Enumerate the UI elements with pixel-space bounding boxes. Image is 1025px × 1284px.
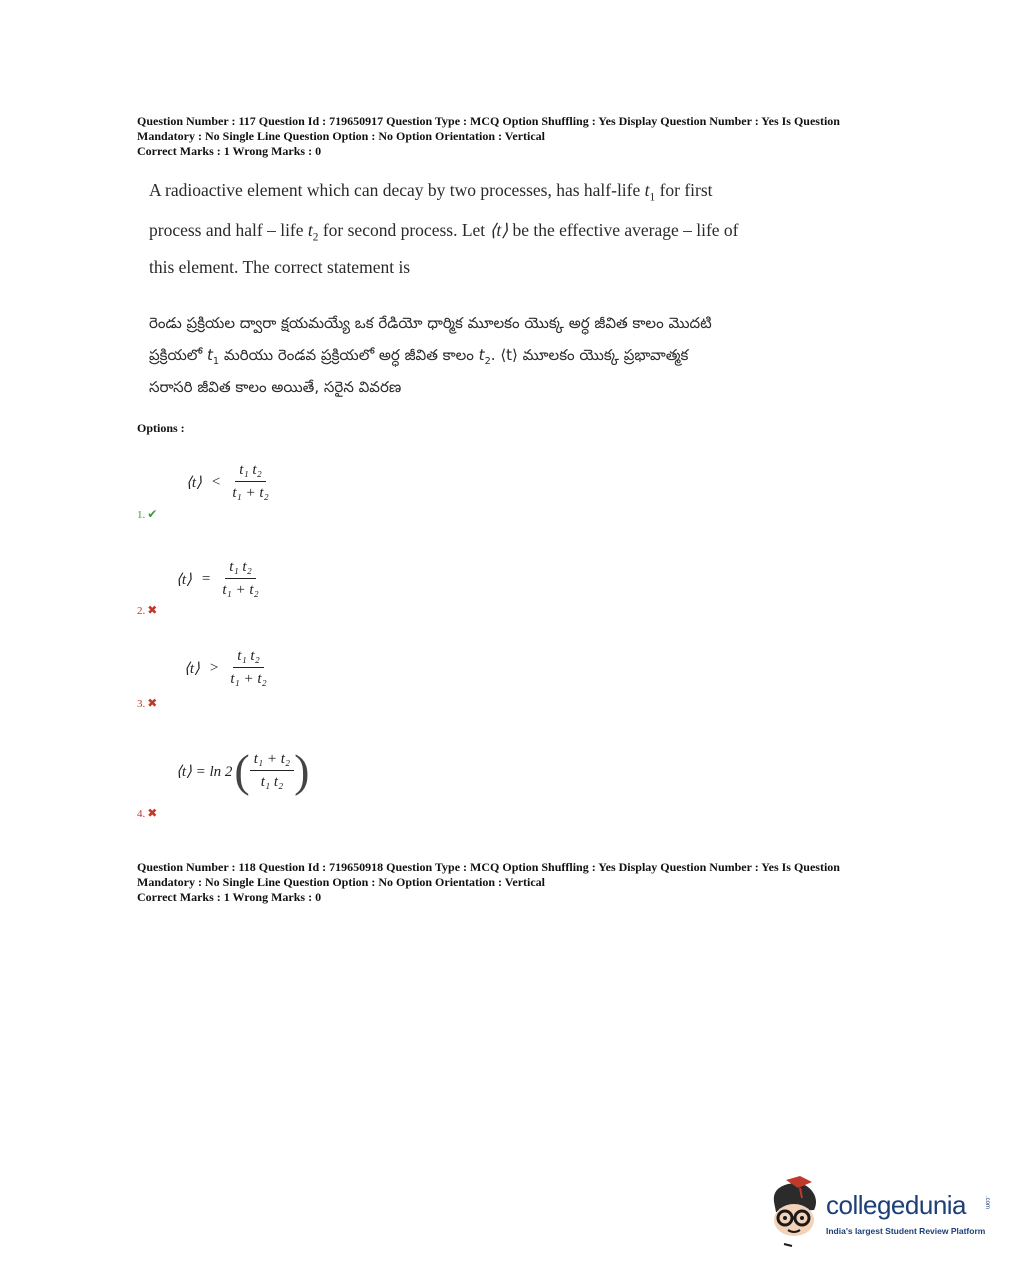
option-1-number: 1. ✔ <box>137 507 158 521</box>
option-2-number: 2. ✖ <box>137 603 158 617</box>
question-meta-line: Question Number : 118 Question Id : 719650918 Question Type : MCQ Option Shuffling : Yes Display Question Number : Yes Is Question <box>137 860 840 874</box>
question-meta-line: Mandatory : No Single Line Question Option : No Option Orientation : Vertical <box>137 129 546 143</box>
fraction: $\frac{\text{t₁ + t₂}}{\text{t₁ t₂}}$ <box>250 751 294 791</box>
cross-icon: ✖ <box>147 603 158 617</box>
question-marks-line: Correct Marks : 1 Wrong Marks : 0 <box>137 890 322 904</box>
question-118-header <box>137 860 897 905</box>
question-line: రెండు ప్రక్రియల ద్వారా క్షయమయ్యే ఒక రేడియో ధార్మిక మూలకం యొక్క అర్ధ జీవిత కాలం మొదటి <box>149 314 712 332</box>
fraction: $\frac{\text{t₁ t₂}}{\text{t₁ + t₂}}$ <box>232 462 269 501</box>
logo-domain: .com <box>984 1196 990 1210</box>
question-line: this element. The correct statement is <box>149 257 411 277</box>
cross-icon: ✖ <box>147 806 158 820</box>
option-1-formula: ⟨t⟩ < $\frac{\text{t₁ t₂}}{\text{t₁ + t₂}}$ <box>186 462 273 502</box>
cross-icon: ✖ <box>147 696 158 710</box>
question-marks-line: Correct Marks : 1 Wrong Marks : 0 <box>137 144 322 158</box>
options-label: Options : <box>137 421 185 435</box>
option-4-number: 4. ✖ <box>137 806 158 820</box>
question-line: A radioactive element which can decay by two processes, has half-life $t_1$ for first <box>149 180 713 204</box>
logo-wordmark: collegedunia <box>826 1190 967 1220</box>
option-3-formula: ⟨t⟩ > $\frac{\text{t₁ t₂}}{\text{t₁ + t₂}}$ <box>184 648 271 688</box>
logo-tagline: India's largest Student Review Platform <box>826 1226 986 1236</box>
collegedunia-logo <box>766 1176 996 1248</box>
question-line: ప్రక్రియలో $t_1$ మరియు రెండవ ప్రక్రియలో అర్ధ జీవిత కాలం $t_2$. ⟨t⟩ మూలకం యొక్క ప్రభావాత్మక <box>149 346 689 367</box>
check-icon: ✔ <box>147 507 158 521</box>
question-117-header <box>137 114 897 159</box>
question-meta-line: Mandatory : No Single Line Question Option : No Option Orientation : Vertical <box>137 875 546 889</box>
fraction: $\frac{\text{t₁ t₂}}{\text{t₁ + t₂}}$ <box>222 559 259 598</box>
question-line: process and half – life $t_2$ for second process. Let ⟨t⟩ be the effective average – life of <box>149 220 739 244</box>
option-2-formula: ⟨t⟩ = $\frac{\text{t₁ t₂}}{\text{t₁ + t₂}}$ <box>176 559 263 599</box>
fraction: $\frac{\text{t₁ t₂}}{\text{t₁ + t₂}}$ <box>230 648 267 687</box>
question-meta-line: Question Number : 117 Question Id : 719650917 Question Type : MCQ Option Shuffling : Yes Display Question Number : Yes Is Question <box>137 114 840 128</box>
option-4-formula: ⟨t⟩ = ln 2 ( $\frac{\text{t₁ + t₂}}{\text{t₁ t₂}}$ ) <box>176 745 310 796</box>
question-line: సరాసరి జీవిత కాలం అయితే, సరైన వివరణ <box>149 378 402 396</box>
option-3-number: 3. ✖ <box>137 696 158 710</box>
mascot-icon <box>766 1176 826 1248</box>
